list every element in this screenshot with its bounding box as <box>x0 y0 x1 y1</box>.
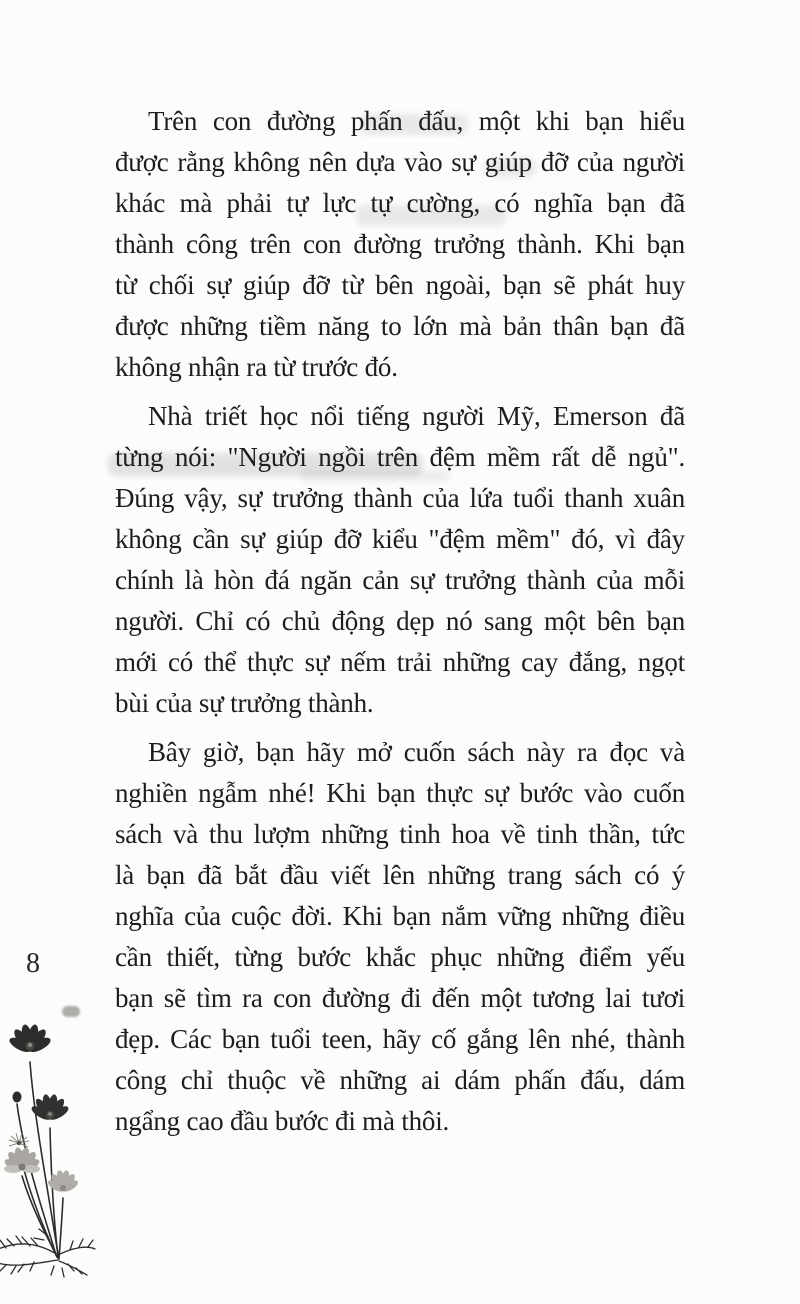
text-line: là bạn đã bắt đầu viết lên những trang sách có ý <box>115 860 685 890</box>
scan-smudge <box>62 1006 80 1017</box>
text-line: không nhận ra từ trước đó. <box>115 352 398 382</box>
text-line: từng nói: "Người ngồi trên đệm mềm rất dễ ngủ". <box>115 442 685 472</box>
text-line: Bây giờ, bạn hãy mở cuốn sách này ra đọc và <box>148 737 685 767</box>
cosmos-flower-illustration <box>0 1022 110 1280</box>
text-line: Nhà triết học nổi tiếng người Mỹ, Emerson đã <box>148 401 685 431</box>
flower-leaves <box>0 1229 95 1277</box>
text-line: thành công trên con đường trưởng thành. Khi bạn <box>115 229 685 259</box>
flower-head-light <box>3 1147 41 1174</box>
text-line: được những tiềm năng to lớn mà bản thân bạn đã <box>115 311 685 341</box>
paragraph <box>115 101 685 388</box>
text-line: cần thiết, từng bước khắc phục những điểm yếu <box>115 942 685 972</box>
text-line: bạn sẽ tìm ra con đường đi đến một tương lai tươi <box>115 983 685 1013</box>
text-line: đẹp. Các bạn tuổi teen, hãy cố gắng lên nhé, thành <box>115 1024 685 1054</box>
text-line: công chỉ thuộc về những ai dám phấn đấu, dám <box>115 1065 685 1095</box>
text-line: sách và thu lượm những tinh hoa về tinh thần, tức <box>115 819 685 849</box>
paragraph <box>115 396 685 724</box>
text-line: không cần sự giúp đỡ kiểu "đệm mềm" đó, vì đây <box>115 524 685 554</box>
text-line: ngẩng cao đầu bước đi mà thôi. <box>115 1106 450 1136</box>
flower-head-dark <box>7 1024 52 1055</box>
text-line: người. Chỉ có chủ động dẹp nó sang một bên bạn <box>115 606 685 636</box>
text-line: khác mà phải tự lực tự cường, có nghĩa bạn đã <box>115 188 685 218</box>
text-line: Đúng vậy, sự trưởng thành của lứa tuổi thanh xuân <box>115 483 685 513</box>
text-line: chính là hòn đá ngăn cản sự trưởng thành của mỗi <box>115 565 685 595</box>
text-line: mới có thể thực sự nếm trải những cay đắng, ngọt <box>115 647 685 677</box>
text-line: nghĩa của cuộc đời. Khi bạn nắm vững những điều <box>115 901 685 931</box>
text-line: nghiền ngẫm nhé! Khi bạn thực sự bước vào cuốn <box>115 778 685 808</box>
paragraph <box>115 732 685 1142</box>
text-line: bùi của sự trưởng thành. <box>115 688 374 718</box>
text-block <box>115 101 685 1150</box>
text-line: từ chối sự giúp đỡ từ bên ngoài, bạn sẽ phát huy <box>115 270 685 300</box>
flower-bud <box>13 1092 22 1103</box>
flower-starburst <box>9 1133 29 1147</box>
text-line: Trên con đường phấn đấu, một khi bạn hiểu <box>148 106 685 136</box>
page-number: 8 <box>26 948 40 979</box>
text-line: được rằng không nên dựa vào sự giúp đỡ của người <box>115 147 685 177</box>
